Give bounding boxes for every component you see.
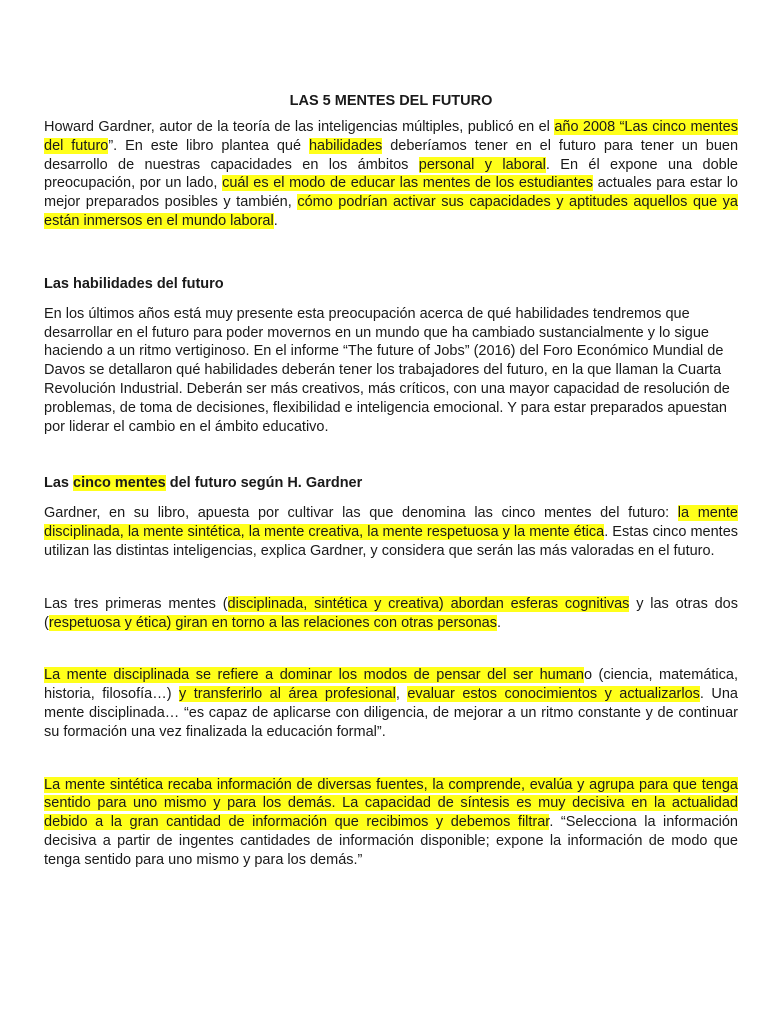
intro-text-6: . bbox=[273, 212, 278, 229]
disciplinada-paragraph bbox=[44, 666, 738, 741]
highlight-evaluar: evaluar estos conocimientos y actualizarlos bbox=[407, 686, 700, 703]
highlight-cinco-lista: la mente disciplinada, la mente sintética, la mente creativa, la mente respetuosa y la mente ética bbox=[44, 505, 738, 541]
highlight-cognitivas: disciplinada, sintética y creativa) abordan esferas cognitivas bbox=[227, 595, 630, 612]
cinco-p1-text-1: Gardner, en su libro, apuesta por cultivar las que denomina las cinco mentes del futuro: bbox=[44, 505, 678, 522]
intro-text-4: . En él expone una doble preocupación, por un lado, bbox=[44, 156, 738, 192]
heading-cinco-post: del futuro según H. Gardner bbox=[165, 475, 363, 492]
highlight-relaciones: respetuosa y ética) giran en torno a las relaciones con otras personas bbox=[48, 614, 497, 631]
cinco-p2-text-1: Las tres primeras mentes ( bbox=[44, 595, 228, 612]
highlight-personal-laboral: personal y laboral bbox=[418, 156, 546, 173]
disciplinada-text-1: o (ciencia, matemática, historia, filosofía…) bbox=[44, 667, 738, 703]
habilidades-paragraph: En los últimos años está muy presente esta preocupación acerca de qué habilidades tendremos que desarrollar en el futuro para poder movernos en un mundo que ha cambiado sustancialmente y lo sigue haciendo a un ritmo vertiginoso. En el informe “The future of Jobs” (2016) del Foro Económico Mundial de Davos se detallaron qué habilidades deberán tener los trabajadores del futuro, en la que llaman la Cuarta Revolución Industrial. Deberán ser más creativos, más críticos, con una mayor capacidad de resolución de problemas, de toma de decisiones, flexibilidad e inteligencia emocional. Y para estar preparados apuestan por liderar el cambio en el ámbito educativo. bbox=[44, 305, 730, 435]
intro-text-3: deberíamos tener en el futuro para tener un buen desarrollo de nuestras capacidades en los ámbitos bbox=[44, 137, 739, 173]
intro-text-5: actuales para estar lo mejor preparados posibles y también, bbox=[44, 175, 738, 211]
highlight-year-book: año 2008 “Las cinco mentes del futuro bbox=[44, 119, 739, 154]
highlight-activar-capacidades: cómo podrían activar sus capacidades y aptitudes aquellos que ya están inmersos en el mundo laboral bbox=[44, 194, 738, 229]
highlight-transferirlo: y transferirlo al área profesional bbox=[179, 686, 396, 703]
disciplinada-text-2: , bbox=[395, 686, 408, 703]
highlight-cinco-mentes: cinco mentes bbox=[73, 475, 166, 492]
intro-paragraph bbox=[44, 118, 738, 231]
cinco-p2-text-3: . bbox=[496, 614, 502, 631]
highlight-disciplinada: La mente disciplinada se refiere a dominar los modos de pensar del ser human bbox=[44, 667, 584, 684]
heading-habilidades: Las habilidades del futuro bbox=[44, 275, 224, 292]
cinco-p2-text-2: y las otras dos ( bbox=[44, 595, 738, 631]
disciplinada-text-3: . Una mente disciplinada… “es capaz de aplicarse con diligencia, de mejorar a un ritmo constante y de continuar su formación una vez finalizada la educación formal”. bbox=[44, 686, 738, 740]
cinco-paragraph-2 bbox=[44, 595, 738, 633]
sintetica-paragraph bbox=[44, 776, 738, 870]
intro-text-1: Howard Gardner, autor de la teoría de las inteligencias múltiples, publicó en el bbox=[44, 119, 555, 135]
highlight-sintetica: La mente sintética recaba información de diversas fuentes, la comprende, evalúa y agrupa para que tenga sentido para uno mismo y para los demás. La capacidad de síntesis es muy decisiva en la actualidad debido a la gran cantidad de información que recibimos y debemos filtrar bbox=[44, 776, 738, 831]
cinco-p1-text-2: . Estas cinco mentes utilizan las distintas inteligencias, explica Gardner, y considera que serán las más valoradas en el futuro. bbox=[44, 524, 739, 559]
highlight-habilidades: habilidades bbox=[308, 137, 383, 154]
heading-cinco-mentes bbox=[44, 474, 738, 492]
sintetica-text-1: . “Selecciona la información decisiva a partir de ingentes cantidades de información disponible; expone la información de modo que tenga sentido para uno mismo y para los demás.” bbox=[44, 814, 738, 868]
document-title: LAS 5 MENTES DEL FUTURO bbox=[289, 93, 493, 109]
cinco-paragraph-1 bbox=[44, 504, 738, 560]
highlight-educar-mentes: cuál es el modo de educar las mentes de los estudiantes bbox=[222, 175, 593, 192]
intro-text-2: ”. En este libro plantea qué bbox=[108, 137, 309, 154]
heading-cinco-pre: Las bbox=[44, 475, 74, 492]
